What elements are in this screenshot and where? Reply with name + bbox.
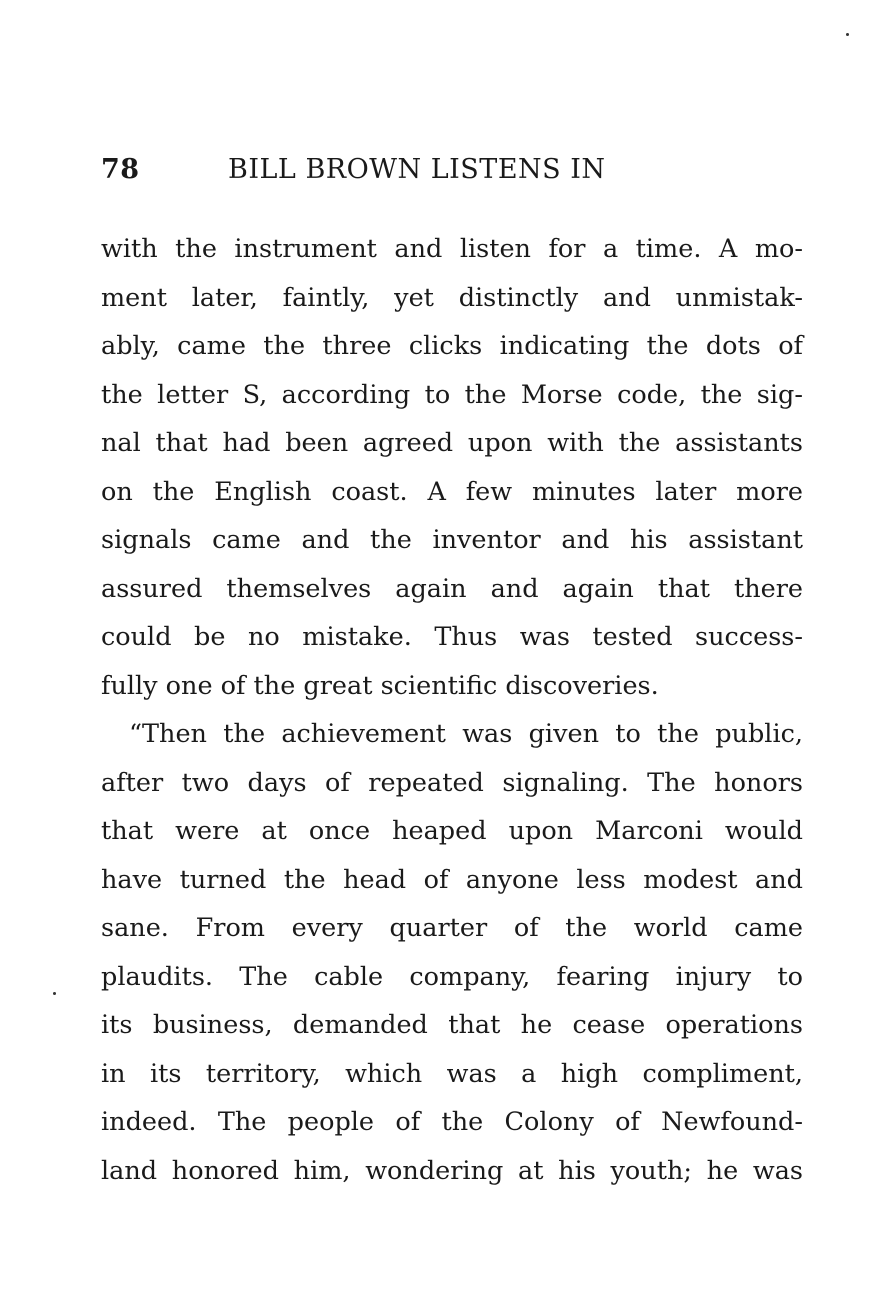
- text-line: the letter S, according to the Morse code, the sig-: [101, 379, 803, 410]
- text-line: indeed. The people of the Colony of Newfound-: [101, 1107, 803, 1137]
- paragraph-2: [101, 710, 803, 1195]
- text-line: nal that had been agreed upon with the assistants: [101, 428, 803, 458]
- body-text: [101, 225, 803, 1195]
- text-line: land honored him, wondering at his youth; he was: [101, 1155, 803, 1186]
- text-line: could be no mistake. Thus was tested success-: [101, 622, 803, 652]
- text-line: ably, came the three clicks indicating the dots of: [101, 331, 803, 361]
- page-number: 78: [101, 154, 140, 185]
- text-line: have turned the head of anyone less modest and: [101, 864, 803, 895]
- text-line: “Then the achievement was given to the public,: [129, 719, 803, 749]
- text-line: that were at once heaped upon Marconi would: [101, 816, 803, 846]
- text-line: after two days of repeated signaling. The honors: [101, 767, 803, 798]
- scan-speck: [53, 992, 56, 995]
- text-line: signals came and the inventor and his assistant: [101, 525, 803, 555]
- text-line: sane. From every quarter of the world came: [101, 913, 803, 943]
- text-line: assured themselves again and again that there: [101, 573, 803, 604]
- page-header: [101, 148, 803, 192]
- text-line: ment later, faintly, yet distinctly and unmistak-: [101, 282, 803, 313]
- text-line: with the instrument and listen for a time. A mo-: [101, 234, 803, 264]
- scan-speck: [846, 33, 849, 36]
- text-line: on the English coast. A few minutes later more: [101, 476, 803, 507]
- text-line: in its territory, which was a high compliment,: [101, 1058, 803, 1089]
- running-title: BILL BROWN LISTENS IN: [228, 154, 606, 185]
- text-line: its business, demanded that he cease operations: [101, 1010, 803, 1040]
- text-line: fully one of the great scientific discoveries.: [101, 670, 659, 701]
- text-line: plaudits. The cable company, fearing injury to: [101, 961, 803, 992]
- paragraph-1: [101, 225, 803, 710]
